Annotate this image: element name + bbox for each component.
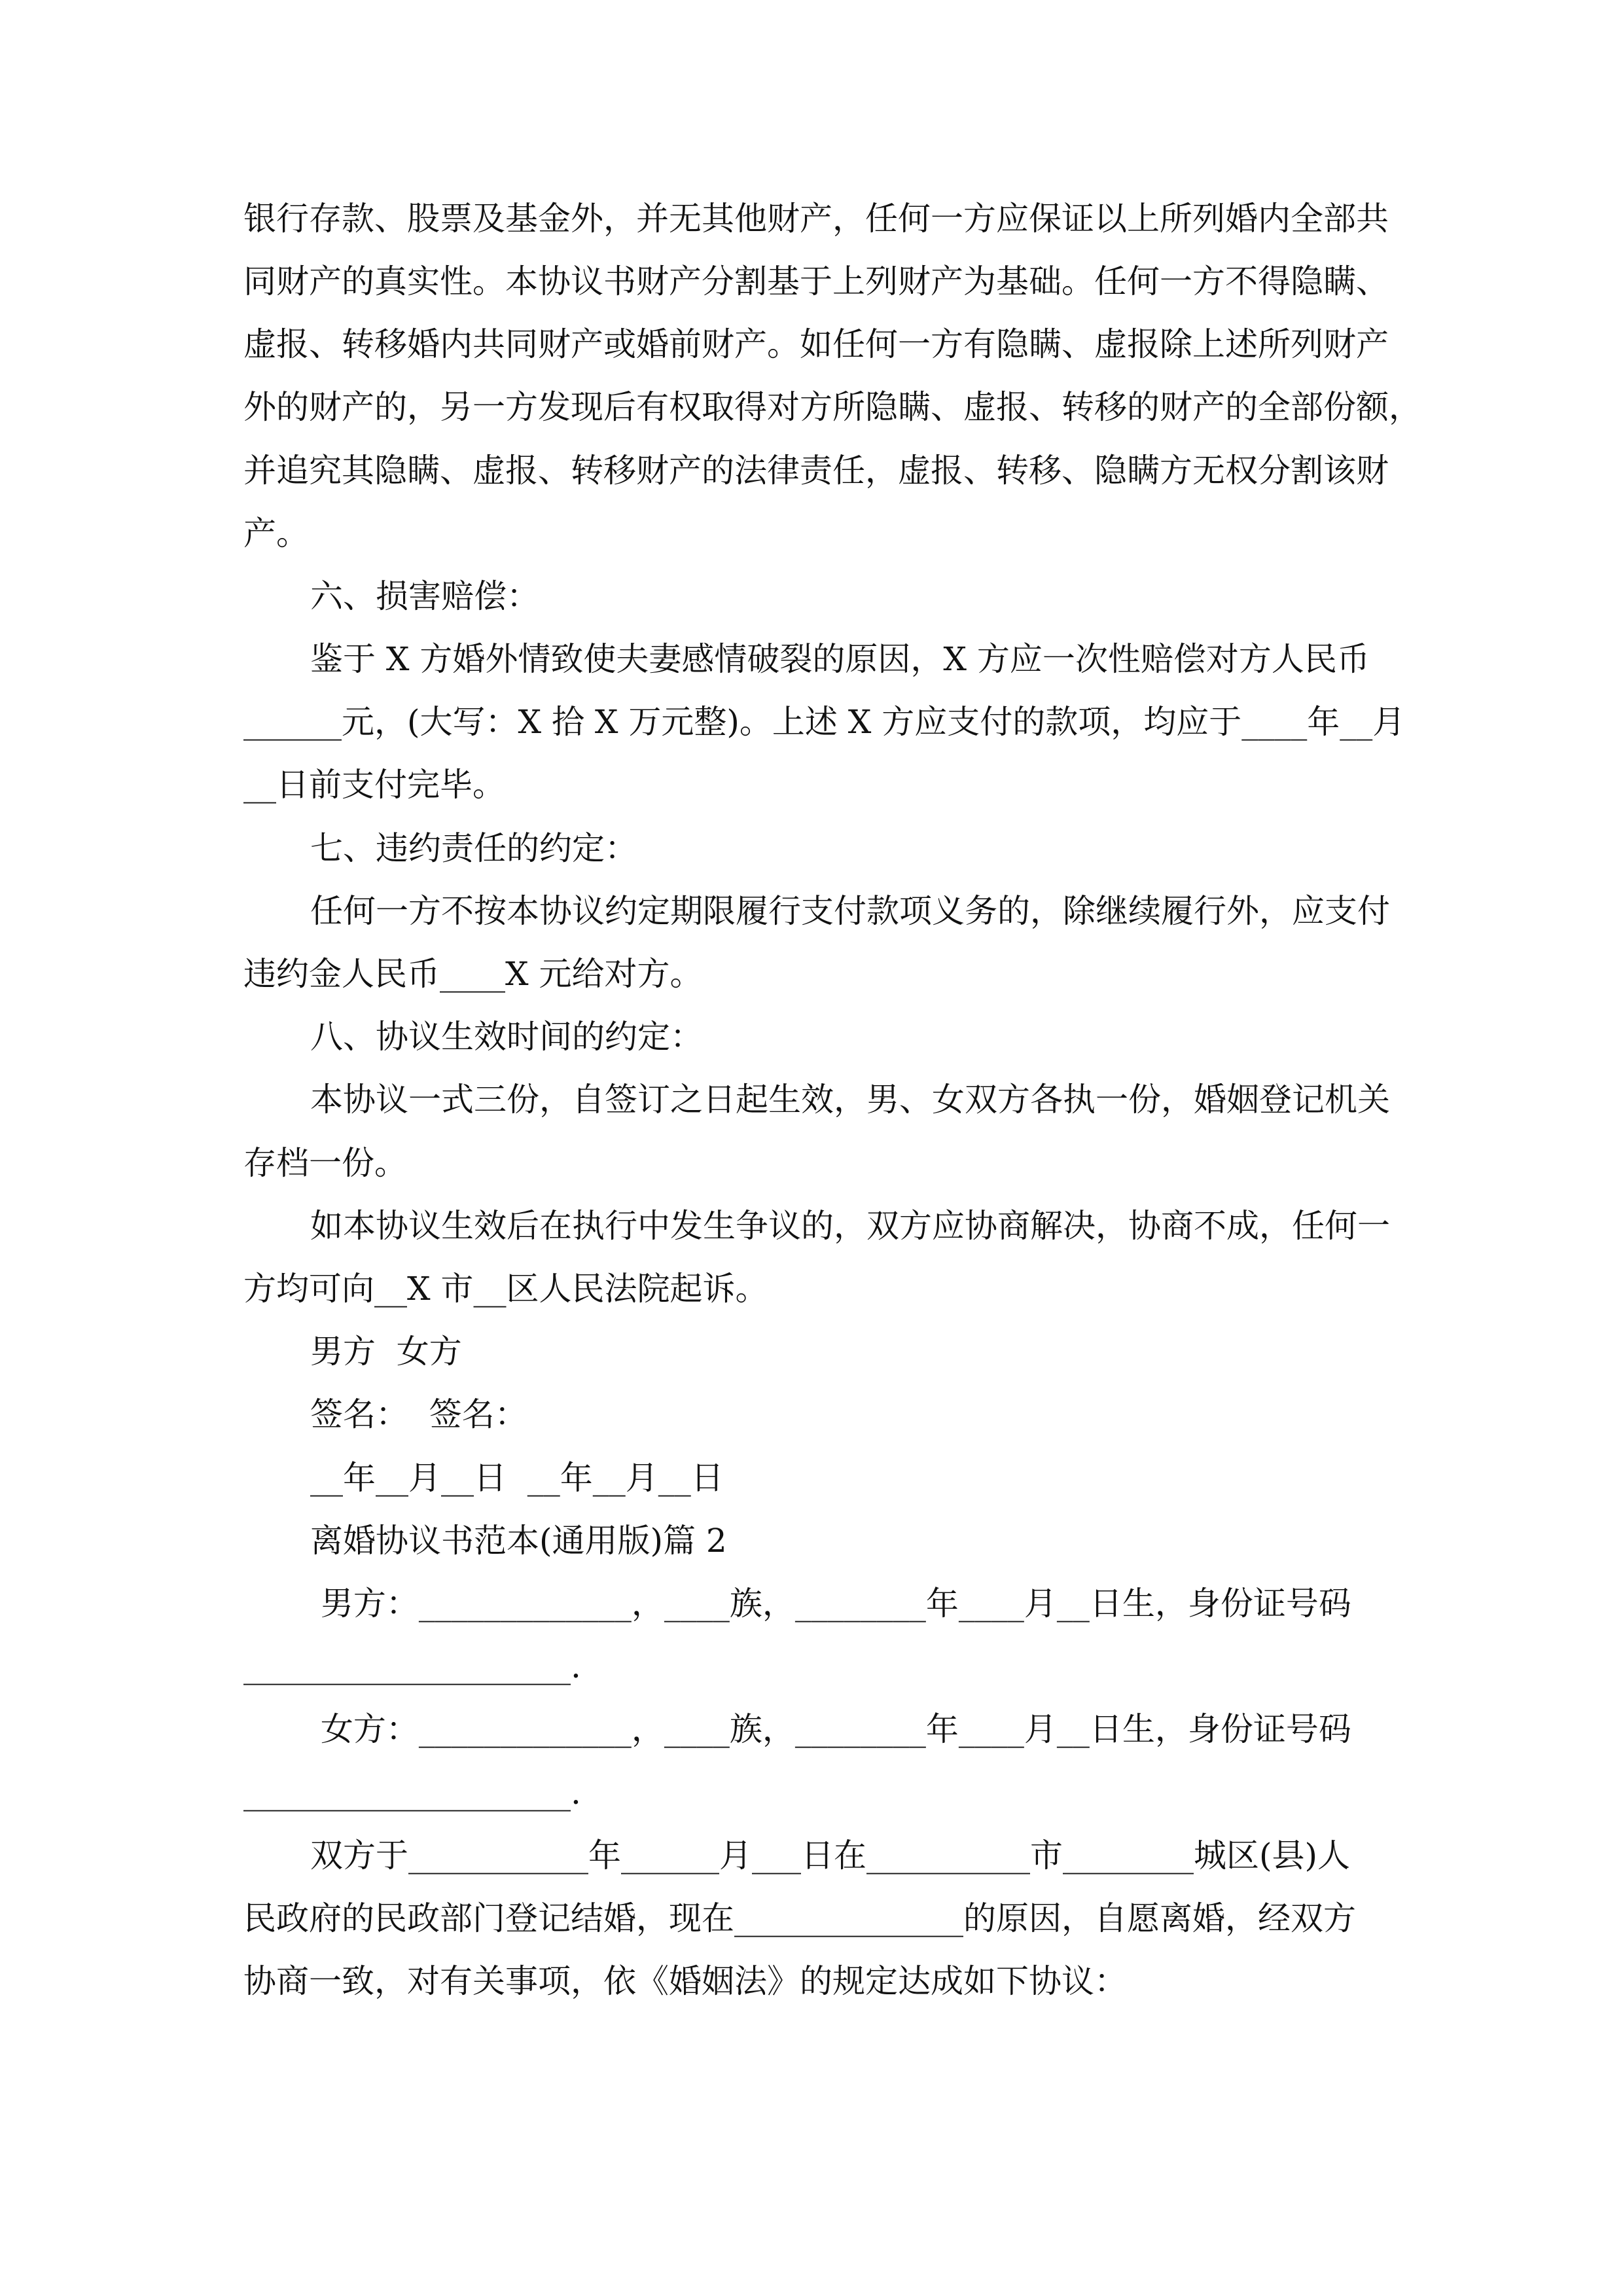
paragraph-line: ______元，(大写：X 拾 X 万元整)。上述 X 方应支付的款项，均应于____年__月 bbox=[243, 703, 1406, 741]
section-heading: 八、协议生效时间的约定： bbox=[310, 1018, 703, 1056]
paragraph-line: 方均可向__X 市__区人民法院起诉。 bbox=[243, 1270, 768, 1308]
husband-info-line: 男方：_____________，____族，________年____月__日生，身份证号码 bbox=[310, 1585, 1351, 1623]
paragraph-line: 产。 bbox=[243, 514, 309, 552]
wife-info-line: 女方：_____________，____族，________年____月__日生，身份证号码 bbox=[310, 1710, 1351, 1748]
paragraph-line: 双方于___________年______月___日在__________市________城区(县)人 bbox=[310, 1837, 1351, 1874]
section-heading: 七、违约责任的约定： bbox=[310, 829, 637, 867]
paragraph-line: 本协议一式三份，自签订之日起生效，男、女双方各执一份，婚姻登记机关 bbox=[310, 1081, 1390, 1119]
paragraph-line: 违约金人民币____X 元给对方。 bbox=[243, 955, 703, 993]
paragraph-line: 存档一份。 bbox=[243, 1144, 407, 1182]
signature-parties: 男方 女方 bbox=[310, 1333, 462, 1371]
paragraph-line: 银行存款、股票及基金外，并无其他财产，任何一方应保证以上所列婚内全部共 bbox=[243, 200, 1389, 238]
paragraph-line: 外的财产的，另一方发现后有权取得对方所隐瞒、虚报、转移的财产的全部份额， bbox=[243, 388, 1421, 426]
paragraph-line: 并追究其隐瞒、虚报、转移财产的法律责任，虚报、转移、隐瞒方无权分割该财 bbox=[243, 452, 1389, 490]
wife-id-blank: ____________________. bbox=[243, 1774, 581, 1812]
paragraph-line: 同财产的真实性。本协议书财产分割基于上列财产为基础。任何一方不得隐瞒、 bbox=[243, 262, 1389, 300]
signature-labels: 签名： 签名： bbox=[310, 1395, 527, 1433]
paragraph-line: 虚报、转移婚内共同财产或婚前财产。如任何一方有隐瞒、虚报除上述所列财产 bbox=[243, 325, 1389, 363]
document-title: 离婚协议书范本(通用版)篇 2 bbox=[310, 1522, 727, 1560]
section-heading: 六、损害赔偿： bbox=[310, 577, 539, 615]
husband-id-blank: ____________________. bbox=[243, 1647, 581, 1685]
paragraph-line: 任何一方不按本协议约定期限履行支付款项义务的，除继续履行外，应支付 bbox=[310, 892, 1390, 930]
paragraph-line: 如本协议生效后在执行中发生争议的，双方应协商解决，协商不成，任何一 bbox=[310, 1207, 1390, 1245]
signature-dates: __年__月__日 __年__月__日 bbox=[310, 1459, 724, 1497]
paragraph-line: 民政府的民政部门登记结婚，现在______________的原因，自愿离婚，经双方 bbox=[243, 1899, 1356, 1937]
paragraph-line: 协商一致，对有关事项，依《婚姻法》的规定达成如下协议： bbox=[243, 1962, 1127, 2000]
paragraph-line: 鉴于 X 方婚外情致使夫妻感情破裂的原因，X 方应一次性赔偿对方人民币 bbox=[310, 640, 1370, 678]
paragraph-line: __日前支付完毕。 bbox=[243, 766, 505, 804]
